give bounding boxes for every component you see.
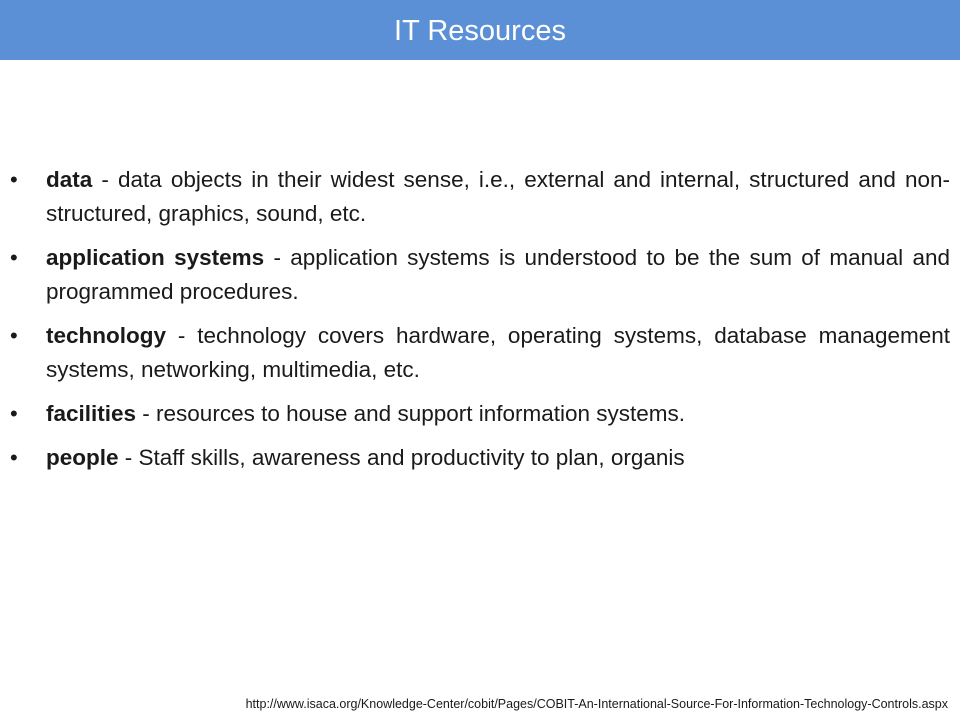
bullet-item-data xyxy=(10,163,950,231)
bullet-icon: • xyxy=(10,245,18,270)
bullet-description: - resources to house and support information systems. xyxy=(136,401,686,426)
slide-title: IT Resources xyxy=(394,14,566,47)
bullet-icon: • xyxy=(10,323,18,348)
source-url[interactable]: http://www.isaca.org/Knowledge-Center/cobit/Pages/COBIT-An-International-Source-For-Information-Technology-Controls.aspx xyxy=(245,697,948,711)
bullet-item-people xyxy=(10,441,950,475)
bullet-item-technology xyxy=(10,319,950,387)
bullet-description: - data objects in their widest sense, i.e., external and internal, structured and non-structured, graphics, sound, etc. xyxy=(46,167,950,226)
bullet-term: application systems xyxy=(46,245,265,270)
bullet-description: - technology covers hardware, operating systems, database management systems, networking, multimedia, etc. xyxy=(46,323,950,382)
bullet-item-facilities xyxy=(10,397,950,431)
bullet-item-application-systems xyxy=(10,241,950,309)
bullet-icon: • xyxy=(10,167,18,192)
bullet-icon: • xyxy=(10,445,18,470)
bullet-term: people xyxy=(46,445,119,470)
bullet-term: facilities xyxy=(46,401,137,426)
bullet-term: technology xyxy=(46,323,167,348)
bullet-icon: • xyxy=(10,401,18,426)
bullet-term: data xyxy=(46,167,93,192)
bullet-description: - Staff skills, awareness and productivity to plan, organis xyxy=(118,445,685,470)
bullet-description: - application systems is understood to be the sum of manual and programmed procedures. xyxy=(46,245,950,304)
bullet-list xyxy=(0,163,960,485)
title-bar xyxy=(0,0,960,60)
